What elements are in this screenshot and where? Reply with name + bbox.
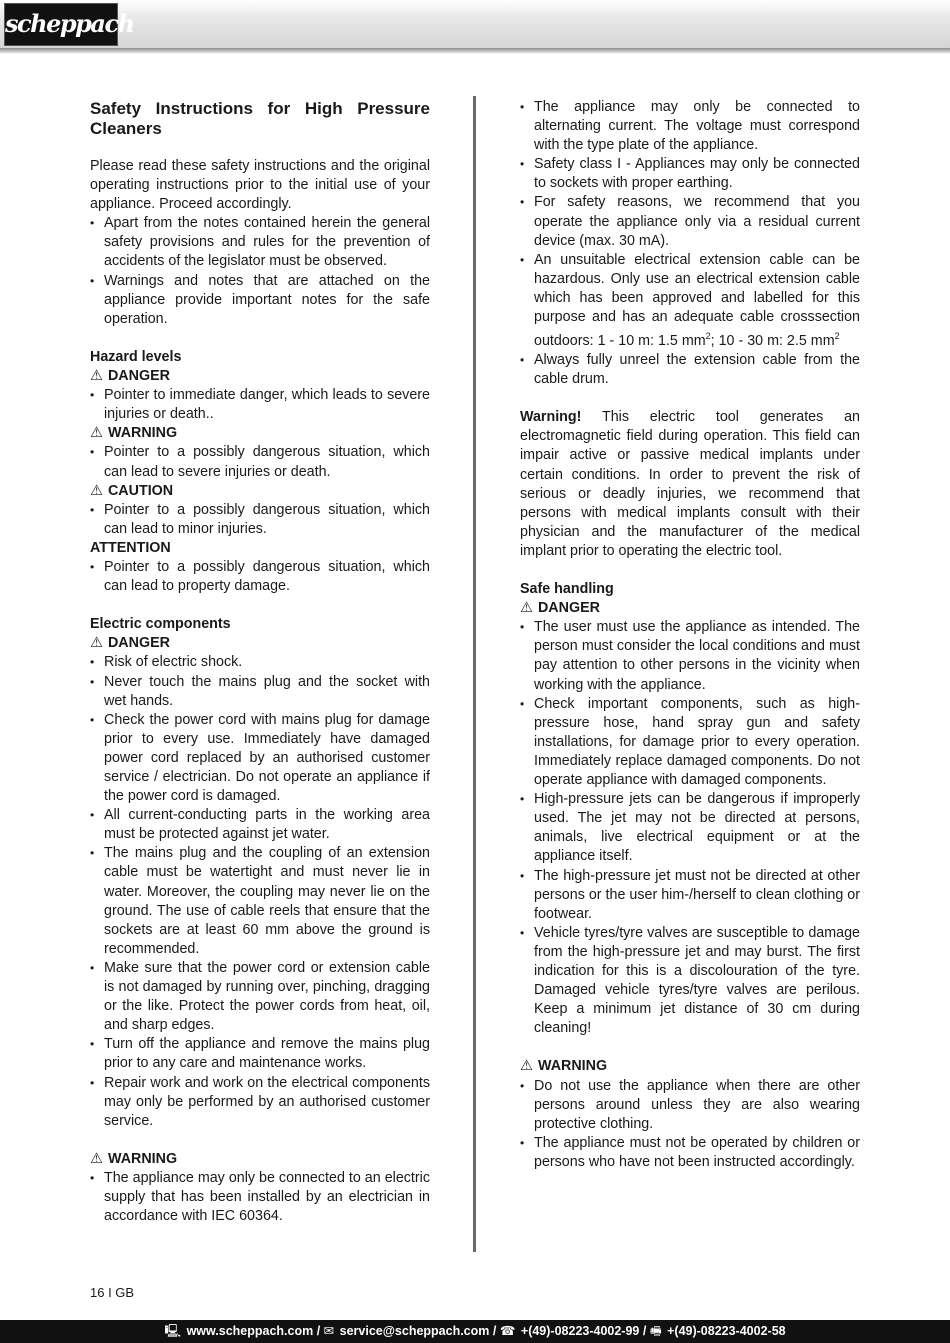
power-supply-list [520,98,860,251]
list-item: • Vehicle tyres/tyre valves are susceptible to damage from the high-pressure jet and may burst. The first indication for this is a discolouration of the tyre. Damaged vehicle tyres/tyre valves are perilous. Keep a minimum jet distance of 30 cm during cleaning! [520,924,860,1039]
list-item: • High-pressure jets can be dangerous if improperly used. The jet may not be directed at persons, animals, live electrical equipment or at the appliance itself. [520,790,860,866]
list-item: • An unsuitable electrical extension cable can be hazardous. Only use an electrical extension cable which has been approved and labelled for this purpose and has an adequate cable crosssection outdoors: 1 - 10 m: 1.5 $mm^2$; 10 - 30 m: 2.5 $mm^2$ [520,251,860,351]
electric-warning-list [90,1169,430,1226]
mail-icon: ✉ [323,1324,335,1338]
handling-warning-list [520,1077,860,1172]
emf-warning-paragraph: Warning! This electric tool generates an electromagnetic field during operation. This field can impair active or passive medical implants under certain conditions. In order to prevent the risk of serious or deadly injuries, we recommend that persons with medical implants consult with their physician and the manufacturer of the medical implant prior to operating the electric tool. [520,409,860,559]
computer-icon: 🖳 [164,1324,182,1338]
list-item: • For safety reasons, we recommend that you operate the appliance only via a residual current device (max. 30 mA). [520,193,860,250]
list-item: • Pointer to immediate danger, which leads to severe injuries or death.. [90,386,430,424]
list-item: • Do not use the appliance when there are other persons around unless they are also wearing protective clothing. [520,1077,860,1134]
warning-triangle-icon: ⚠ [90,425,103,442]
danger-list [90,386,430,424]
attention-list [90,558,430,596]
list-item: • The high-pressure jet must not be directed at other persons or the user him-/herself to clean clothing or footwear. [520,867,860,924]
warning-label: ⚠ WARNING [90,424,430,443]
list-item: • Safety class I - Appliances may only be connected to sockets with proper earthing. [520,155,860,193]
phone-number: +(49)-08223-4002-99 / [520,1324,647,1338]
list-item: • All current-conducting parts in the working area must be protected against jet water. [90,806,430,844]
intro-paragraph: Please read these safety instructions and the original operating instructions prior to the initial use of your appliance. Proceed accordingly. [90,158,430,213]
list-item: • The appliance may only be connected to an electric supply that has been installed by an electrician in accordance with IEC 60364. [90,1169,430,1226]
header-shadow [0,48,950,54]
handling-list [520,618,860,1038]
list-item: • Pointer to a possibly dangerous situation, which can lead to minor injuries. [90,501,430,539]
caution-label: ⚠ CAUTION [90,482,430,501]
danger-label: ⚠ DANGER [90,367,430,386]
left-column [90,98,430,1226]
column-divider [473,96,476,1252]
electric-components-heading: Electric components [90,616,231,633]
cable-list [520,251,860,389]
website-link[interactable]: www.scheppach.com / [186,1324,321,1338]
list-item: • The appliance may only be connected to alternating current. The voltage must correspond with the type plate of the appliance. [520,98,860,155]
warning-triangle-icon: ⚠ [90,1150,103,1167]
handling-danger-label: ⚠ DANGER [520,599,860,618]
page-title: Safety Instructions for High Pressure Cleaners [90,99,430,138]
electric-warning-label: ⚠ WARNING [90,1150,430,1169]
electric-danger-label: ⚠ DANGER [90,634,430,653]
fax-number: +(49)-08223-4002-58 [667,1324,786,1338]
warning-triangle-icon: ⚠ [90,482,103,499]
list-item: • Make sure that the power cord or extension cable is not damaged by running over, pinching, dragging or the like. Protect the power cords from heat, oil, and sharp edges. [90,959,430,1035]
list-item: • Pointer to a possibly dangerous situation, which can lead to severe injuries or death. [90,443,430,481]
list-item: • Repair work and work on the electrical components may only be performed by an authorised customer service. [90,1074,430,1131]
warning-list [90,443,430,481]
intro-list [90,214,430,329]
hazard-levels-heading: Hazard levels [90,348,182,365]
list-item: • Check the power cord with mains plug for damage prior to every use. Immediately have damaged power cord replaced by an authorised customer service / electrician. Do not operate an appliance if the power cord is damaged. [90,711,430,806]
email-link[interactable]: service@scheppach.com / [339,1324,497,1338]
page-number: 16 I GB [90,1285,135,1300]
list-item: • The mains plug and the coupling of an extension cable must be watertight and must never lie in water. Moreover, the coupling may never lie on the ground. The use of cable reels that ensure that the sockets are at least 60 mm above the ground is recommended. [90,844,430,959]
list-item: • Apart from the notes contained herein the general safety provisions and rules for the prevention of accidents of the legislator must be observed. [90,214,430,271]
electric-list [90,653,430,1130]
fax-icon: 🖷 [649,1324,662,1338]
list-item: • Always fully unreel the extension cable from the cable drum. [520,351,860,389]
list-item: • Never touch the mains plug and the socket with wet hands. [90,673,430,711]
list-item: • Risk of electric shock. [90,653,430,672]
warning-triangle-icon: ⚠ [90,635,103,652]
list-item: • The user must use the appliance as intended. The person must consider the local conditions and must pay attention to other persons in the vicinity when working with the appliance. [520,618,860,694]
list-item: • Pointer to a possibly dangerous situation, which can lead to property damage. [90,558,430,596]
scheppach-logo: scheppach [4,3,118,46]
page-footer [0,1320,950,1343]
list-item: • The appliance must not be operated by children or persons who have not been instructed accordingly. [520,1134,860,1172]
caution-list [90,501,430,539]
list-item: • Turn off the appliance and remove the mains plug prior to any care and maintenance works. [90,1035,430,1073]
warning-triangle-icon: ⚠ [520,1058,533,1075]
page-header [0,0,950,50]
warning-triangle-icon: ⚠ [90,368,103,385]
right-column [520,98,860,1172]
list-item: • Check important components, such as high-pressure hose, hand spray gun and safety installations, for damage prior to every operation. Immediately replace damaged components. Do not operate appliance with damaged components. [520,695,860,790]
phone-icon: ☎ [499,1324,516,1338]
warning-triangle-icon: ⚠ [520,600,533,617]
safe-handling-heading: Safe handling [520,581,614,598]
list-item: • Warnings and notes that are attached on the appliance provide important notes for the safe operation. [90,272,430,329]
attention-label: ATTENTION [90,539,171,556]
handling-warning-label: ⚠ WARNING [520,1057,860,1076]
